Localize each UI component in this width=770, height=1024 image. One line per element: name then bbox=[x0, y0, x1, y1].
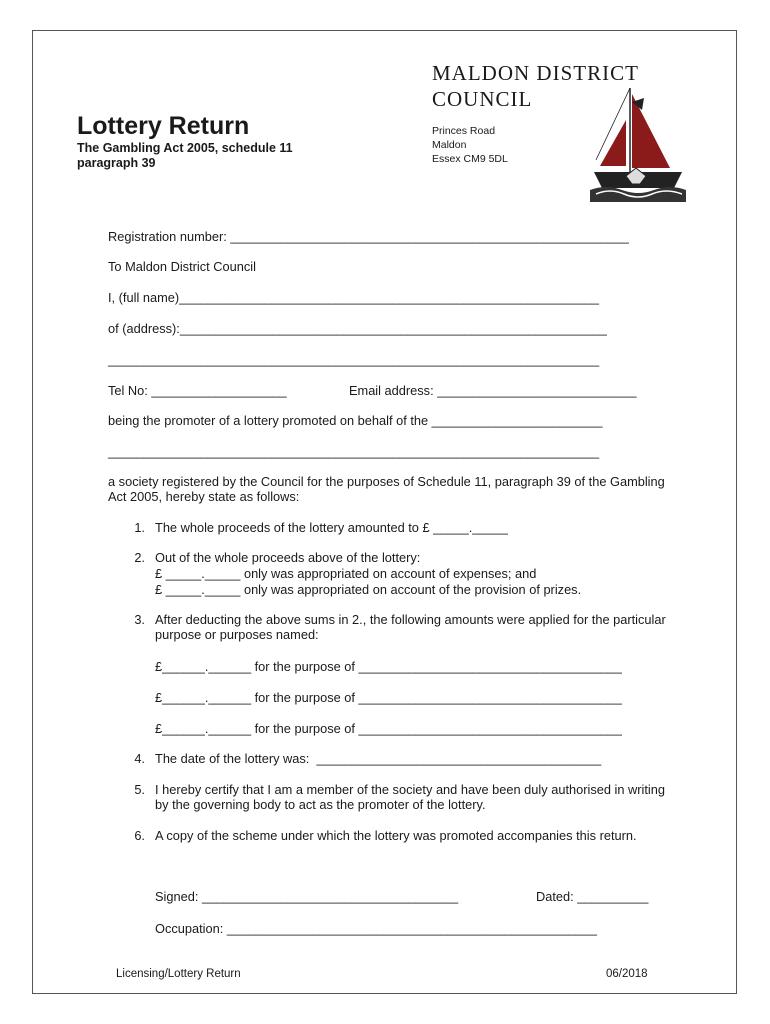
address-line-2: Maldon bbox=[432, 139, 467, 151]
item-3-number: 3. bbox=[134, 612, 145, 627]
occupation-field[interactable]: Occupation: ____________________________________________________ bbox=[155, 921, 597, 936]
item-4-number: 4. bbox=[134, 751, 145, 766]
signed-field[interactable]: Signed: ____________________________________ bbox=[155, 889, 459, 904]
prizes-field[interactable]: £ _____._____ only was appropriated on account of the provision of prizes. bbox=[155, 582, 582, 597]
address-field[interactable]: of (address):____________________________________________________________ bbox=[108, 321, 607, 336]
item-1-number: 1. bbox=[134, 520, 145, 535]
council-address bbox=[432, 124, 508, 166]
item-3-text: After deducting the above sums in 2., the following amounts were applied for the particular purpose or purposes named: bbox=[155, 612, 666, 642]
address-line-1: Princes Road bbox=[432, 125, 496, 137]
item-2-intro: Out of the whole proceeds above of the lottery: bbox=[155, 550, 421, 565]
item-2-number: 2. bbox=[134, 550, 145, 565]
lottery-date-field[interactable]: The date of the lottery was: ________________________________________ bbox=[155, 751, 602, 766]
page-title: Lottery Return bbox=[77, 112, 250, 140]
item-6-number: 6. bbox=[134, 828, 145, 843]
purpose-1-field[interactable]: £______.______ for the purpose of _____________________________________ bbox=[155, 659, 622, 674]
sailing-barge-crest-icon bbox=[586, 80, 690, 212]
addressee-text: To Maldon District Council bbox=[108, 259, 256, 274]
footer-date: 06/2018 bbox=[606, 968, 648, 980]
dated-field[interactable]: Dated: __________ bbox=[536, 889, 649, 904]
footer-form-name: Licensing/Lottery Return bbox=[116, 968, 241, 980]
email-field[interactable]: Email address: ____________________________ bbox=[349, 383, 637, 398]
council-name-line-2: COUNCIL bbox=[432, 87, 533, 111]
purpose-3-field[interactable]: £______.______ for the purpose of _____________________________________ bbox=[155, 721, 622, 736]
item-5-number: 5. bbox=[134, 782, 145, 797]
purpose-2-field[interactable]: £______.______ for the purpose of _____________________________________ bbox=[155, 690, 622, 705]
tel-field[interactable]: Tel No: ___________________ bbox=[108, 383, 287, 398]
promoter-continuation-field[interactable]: _____________________________________________________________________ bbox=[108, 444, 600, 459]
certification-text: I hereby certify that I am a member of the society and have been duly authorised in writing by the governing body to act as the promoter of the lottery. bbox=[155, 782, 666, 812]
address-line-3: Essex CM9 5DL bbox=[432, 153, 508, 165]
address-continuation-field[interactable]: _____________________________________________________________________ bbox=[108, 352, 600, 367]
expenses-field[interactable]: £ _____._____ only was appropriated on account of expenses; and bbox=[155, 566, 537, 581]
council-name-line-1: MALDON DISTRICT bbox=[432, 61, 639, 85]
full-name-field[interactable]: I, (full name)___________________________________________________________ bbox=[108, 290, 600, 305]
scheme-copy-text: A copy of the scheme under which the lottery was promoted accompanies this return. bbox=[155, 828, 637, 843]
promoter-society-field[interactable]: being the promoter of a lottery promoted on behalf of the ________________________ bbox=[108, 413, 603, 428]
society-statement: a society registered by the Council for the purposes of Schedule 11, paragraph 39 of the Gambling Act 2005, hereby state as follows: bbox=[108, 474, 665, 504]
page-subtitle: The Gambling Act 2005, schedule 11 paragraph 39 bbox=[77, 141, 293, 170]
registration-number-field[interactable]: Registration number: ________________________________________________________ bbox=[108, 229, 629, 244]
total-proceeds-field[interactable]: The whole proceeds of the lottery amounted to £ _____._____ bbox=[155, 520, 508, 535]
